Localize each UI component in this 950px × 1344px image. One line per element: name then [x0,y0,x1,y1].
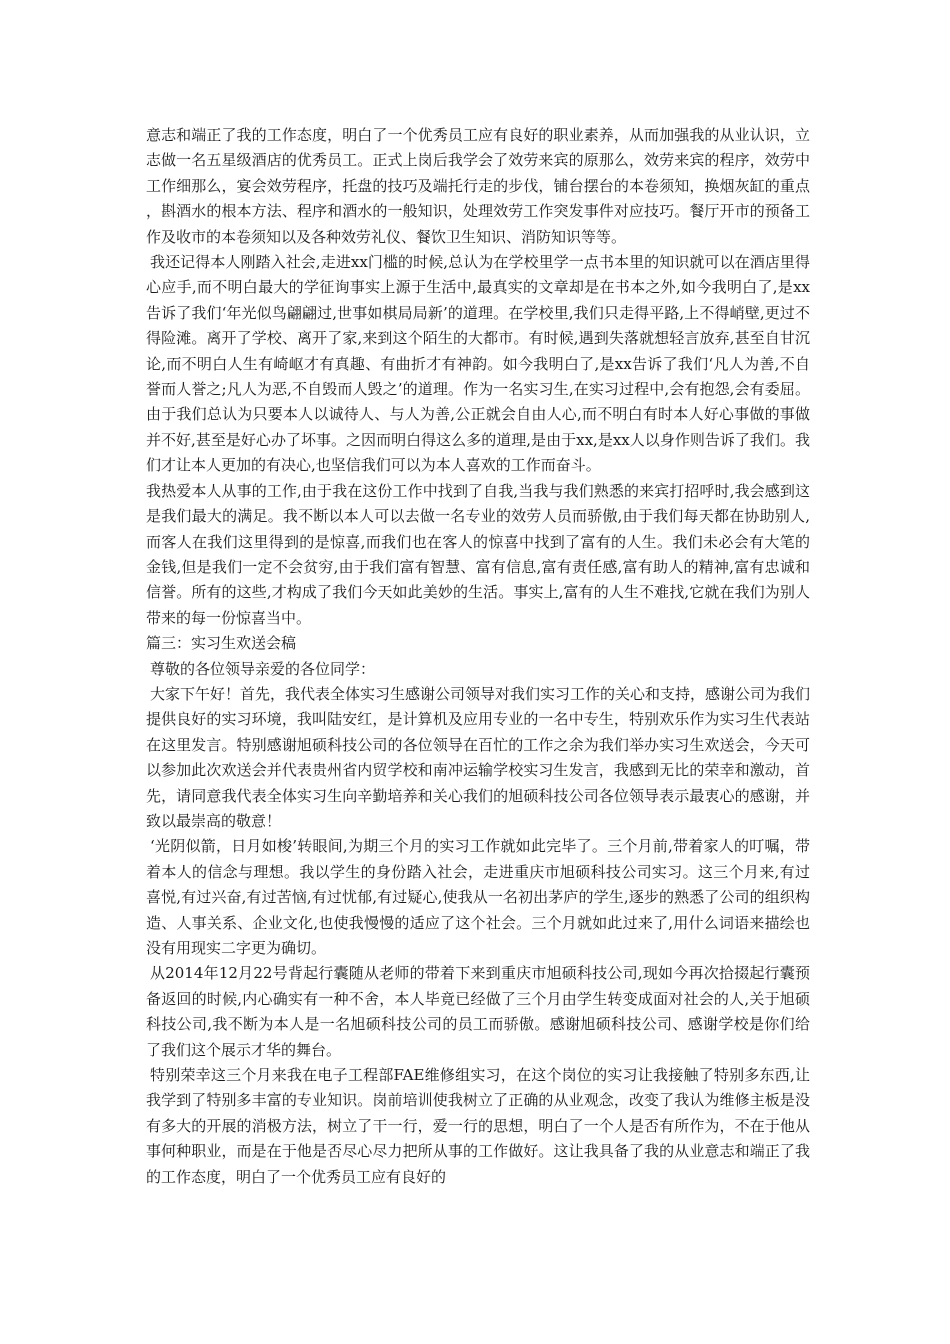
paragraph-2: 我还记得本人刚踏入社会,走进xx门槛的时候,总认为在学校里学一点书本里的知识就可以在酒店里得心应手,而不明白最大的学征询事实上源于生活中,最真实的文章却是在书本之外,如今我明白了,是xx告诉了我们‘年光似鸟翩翩过,世事如棋局局新’的道理。在学校里,我们只走得平路,上不得峭壁,更过不得险滩。离开了学校、离开了家,来到这个陌生的大都市。有时候,遇到失落就想轻言放弃,甚至自甘沉论,而不明白人生有崎岖才有真趣、有曲折才有神韵。如今我明白了,是xx告诉了我们‘凡人为善,不自誉而人誉之;凡人为恶,不自毁而人毁之’的道理。作为一名实习生,在实习过程中,会有抱怨,会有委屈。由于我们总认为只要本人以诚待人、与人为善,公正就会自由人心,而不明白有时本人好心事做的事做并不好,甚至是好心办了坏事。之因而明白得这么多的道理,是由于xx,是xx人以身作则告诉了我们。我们才让本人更加的有决心,也坚信我们可以为本人喜欢的工作而奋斗。 [146,253,810,475]
paragraph-6: 从2014年12月22号背起行囊随从老师的带着下来到重庆市旭硕科技公司,现如今再次拾掇起行囊预备返回的时候,内心确实有一种不舍，本人毕竟已经做了三个月由学生转变成面对社会的人,关于旭硕科技公司,我不断为本人是一名旭硕科技公司的员工而骄傲。感谢旭硕科技公司、感谢学校是你们给了我们这个展示才华的舞台。 [146,964,810,1059]
section-heading: 篇三：实习生欢送会稿 [146,634,297,653]
paragraph-1: 意志和端正了我的工作态度，明白了一个优秀员工应有良好的职业素养，从而加强我的从业认识，立志做一名五星级酒店的优秀员工。正式上岗后我学会了效劳来宾的原那么，效劳来宾的程序，效劳中工作细那么，宴会效劳程序，托盘的技巧及端托行走的步伐，铺台摆台的本卷须知，换烟灰缸的重点，斟酒水的根本方法、程序和酒水的一般知识，处理效劳工作突发事件对应技巧。餐厅开市的预备工作及收市的本卷须知以及各种效劳礼仪、餐饮卫生知识、消防知识等等。 [146,126,810,246]
paragraph-4: 大家下午好！首先，我代表全体实习生感谢公司领导对我们实习工作的关心和支持，感谢公司为我们提供良好的实习环境，我叫陆安红，是计算机及应用专业的一名中专生，特别欢乐作为实习生代表站在这里发言。特别感谢旭硕科技公司的各位领导在百忙的工作之余为我们举办实习生欢送会，今天可以参加此次欢送会并代表贵州省内贸学校和南冲运输学校实习生发言，我感到无比的荣幸和激动，首先，请同意我代表全体实习生向辛勤培养和关心我们的旭硕科技公司各位领导表示最衷心的感谢，并致以最崇高的敬意！ [146,684,811,830]
paragraph-3: 我热爱本人从事的工作,由于我在这份工作中找到了自我,当我与我们熟悉的来宾打招呼时,我会感到这是我们最大的满足。我不断以本人可以去做一名专业的效劳人员而骄傲,由于我们每天都在协助别人,而客人在我们这里得到的是惊喜,而我们也在客人的惊喜中找到了富有的人生。我们未必会有大笔的金钱,但是我们一定不会贫穷,由于我们富有智慧、富有信息,富有责任感,富有助人的精神,富有忠诚和信誉。所有的这些,才构成了我们今天如此美妙的生活。事实上,富有的人生不难找,它就在我们为别人带来的每一份惊喜当中。 [146,481,810,627]
paragraph-7: 特别荣幸这三个月来我在电子工程部FAE维修组实习，在这个岗位的实习让我接触了特别多东西,让我学到了特别多丰富的专业知识。岗前培训使我树立了正确的从业观念，改变了我认为维修主板是没有多大的开展的消极方法，树立了干一行，爱一行的思想，明白了一个人是否有所作为，不在于他从事何种职业，而是在于他是否尽心尽力把所从事的工作做好。这让我具备了我的从业意志和端正了我的工作态度，明白了一个优秀员工应有良好的 [146,1066,810,1186]
salutation: 尊敬的各位领导亲爱的各位同学： [150,659,376,678]
document-body [146,123,810,1190]
paragraph-5: ‘光阴似箭，日月如梭’转眼间,为期三个月的实习工作就如此完毕了。三个月前,带着家人的叮嘱，带着本人的信念与理想。我以学生的身份踏入社会，走进重庆市旭硕科技公司实习。这三个月来,有过喜悦,有过兴奋,有过苦恼,有过忧郁,有过疑心,使我从一名初出茅庐的学生,逐步的熟悉了公司的组织构造、人事关系、企业文化,也使我慢慢的适应了这个社会。三个月就如此过来了,用什么词语来描绘也没有用现实二字更为确切。 [146,837,810,957]
